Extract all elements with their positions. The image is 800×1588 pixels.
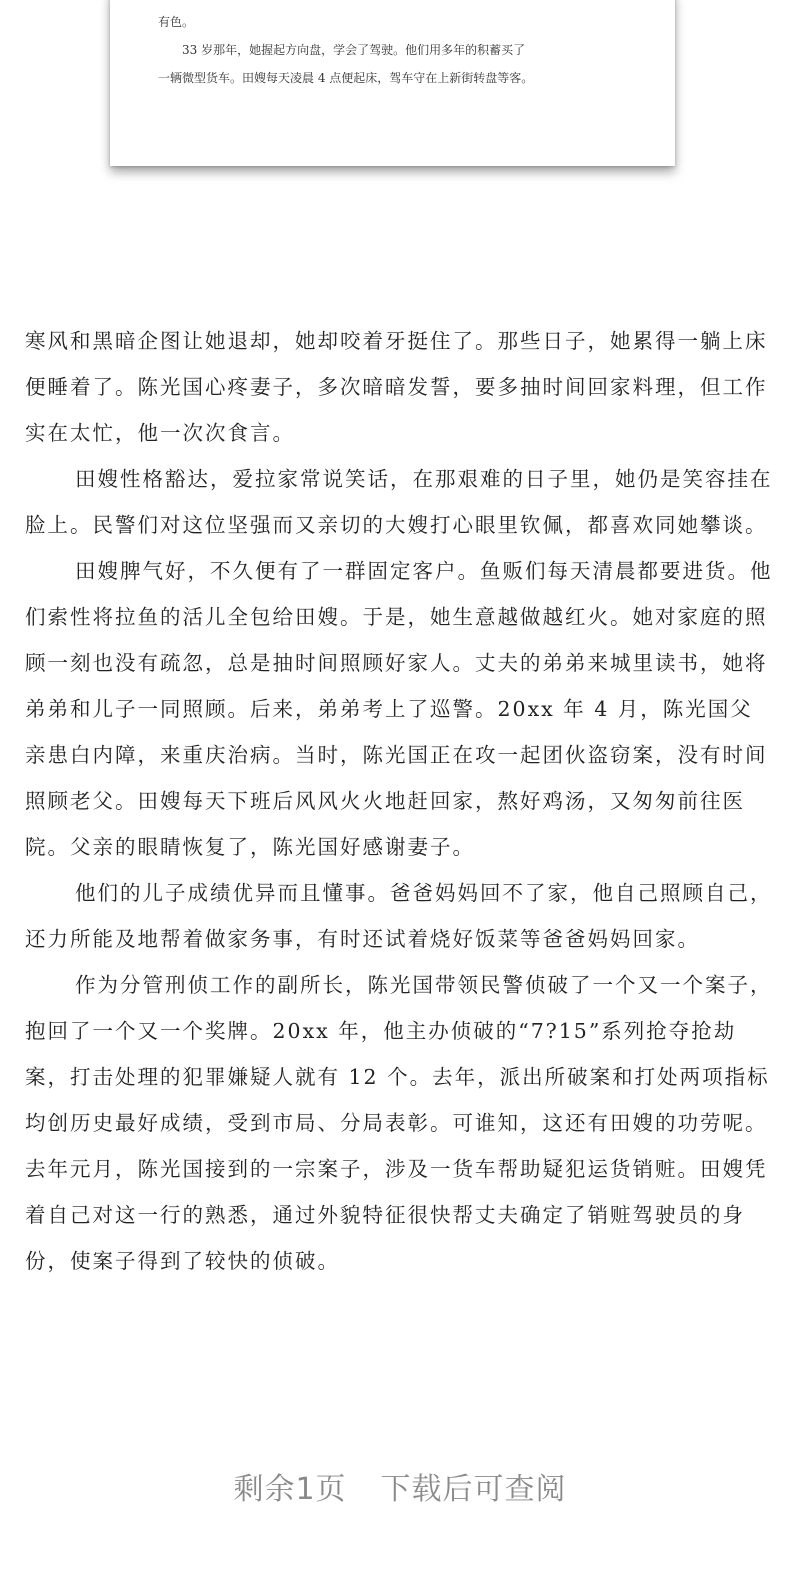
download-to-view-label: 下载后可查阅: [380, 1472, 567, 1507]
download-prompt[interactable]: [0, 1464, 800, 1508]
paragraph: 寒风和黑暗企图让她退却，她却咬着牙挺住了。那些日子，她累得一躺上床便睡着了。陈光国心疼妻子，多次暗暗发誓，要多抽时间回家料理，但工作实在太忙，他一次次食言。: [25, 329, 768, 445]
paragraph: 他们的儿子成绩优异而且懂事。爸爸妈妈回不了家，他自己照顾自己，还力所能及地帮着做家务事，有时还试着烧好饭菜等爸爸妈妈回家。: [25, 881, 773, 951]
preview-line: 一辆微型货车。田嫂每天凌晨 4 点便起床，驾车守在上新街转盘等客。: [158, 71, 534, 85]
paragraph: 作为分管刑侦工作的副所长，陈光国带领民警侦破了一个又一个案子，抱回了一个又一个奖牌。20xx 年，他主办侦破的“7?15”系列抢夺抢劫案，打击处理的犯罪嫌疑人就有 12 个。去年，派出所破案和打处两项指标均创历史最好成绩，受到市局、分局表彰。可谁知，这还有田嫂的功劳呢。去年元月，陈光国接到的一宗案子，涉及一货车帮助疑犯运货销赃。田嫂凭着自己对这一行的熟悉，通过外貌特征很快帮丈夫确定了销赃驾驶员的身份，使案子得到了较快的侦破。: [25, 973, 773, 1273]
paragraph: 田嫂性格豁达，爱拉家常说笑话，在那艰难的日子里，她仍是笑容挂在脸上。民警们对这位坚强而又亲切的大嫂打心眼里钦佩，都喜欢同她攀谈。: [25, 467, 773, 537]
preview-text: [158, 8, 648, 92]
preview-line: 有色。: [158, 15, 195, 29]
document-body: [25, 318, 775, 1284]
paragraph: 田嫂脾气好，不久便有了一群固定客户。鱼贩们每天清晨都要进货。他们索性将拉鱼的活儿全包给田嫂。于是，她生意越做越红火。她对家庭的照顾一刻也没有疏忽，总是抽时间照顾好家人。丈夫的弟弟来城里读书，她将弟弟和儿子一同照顾。后来，弟弟考上了巡警。20xx 年 4 月，陈光国父亲患白内障，来重庆治病。当时，陈光国正在攻一起团伙盗窃案，没有时间照顾老父。田嫂每天下班后风风火火地赶回家，熬好鸡汤，又匆匆前往医院。父亲的眼睛恢复了，陈光国好感谢妻子。: [25, 559, 773, 859]
remaining-pages-label: 剩余1页: [233, 1472, 347, 1507]
page-preview-card: [110, 0, 675, 166]
preview-line: 33 岁那年，她握起方向盘，学会了驾驶。他们用多年的积蓄买了: [182, 43, 526, 57]
